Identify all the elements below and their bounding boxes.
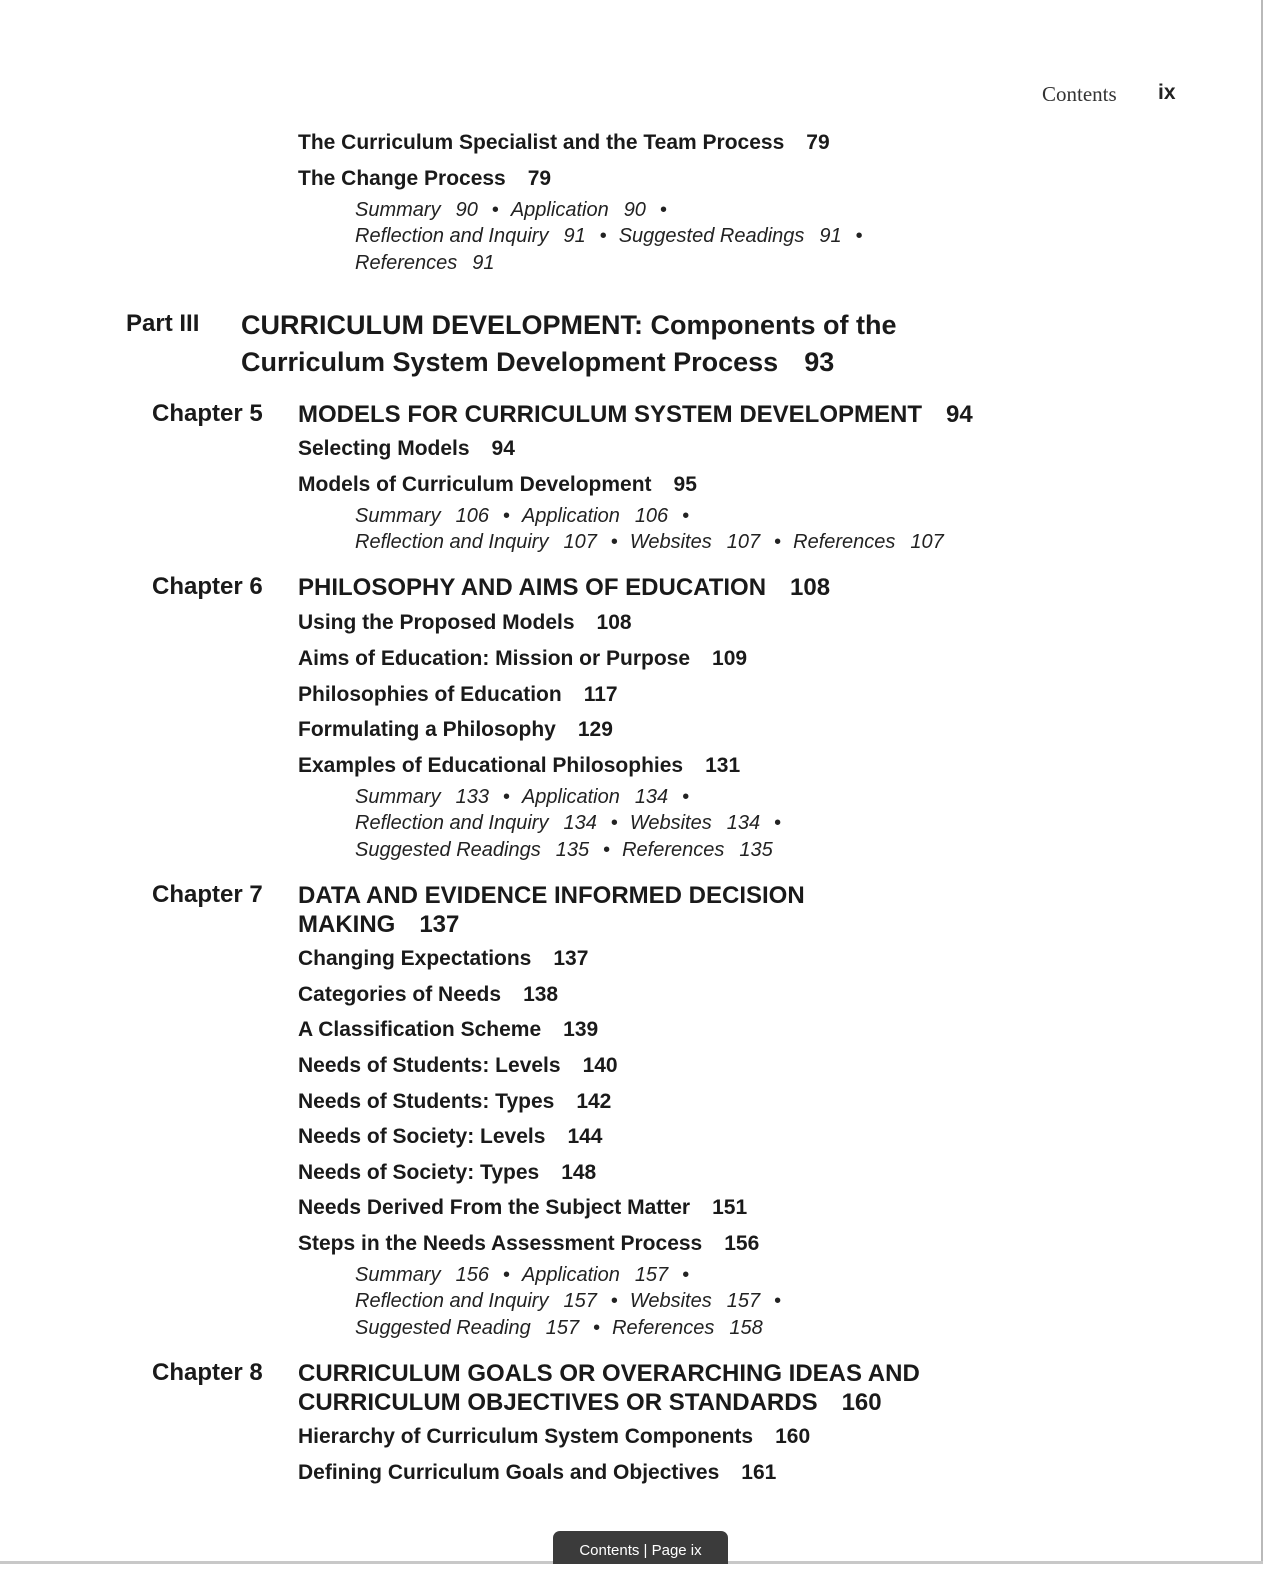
toc-entry-page: 148: [561, 1161, 597, 1184]
toc-subentries-line: Reflection and Inquiry 134 • Websites 134 •: [355, 812, 782, 834]
toc-entry-page: 94: [491, 437, 515, 460]
toc-entry-page: 161: [741, 1461, 777, 1484]
toc-entry-title: Formulating a Philosophy: [298, 718, 556, 741]
toc-entry-title: The Curriculum Specialist and the Team Process: [298, 131, 785, 154]
toc-entry[interactable]: [298, 1125, 602, 1149]
toc-entry[interactable]: [298, 473, 697, 497]
toc-subentries-line: References 91: [355, 252, 495, 274]
toc-entry[interactable]: [298, 167, 551, 191]
toc-entry-page: 79: [527, 167, 552, 190]
toc-subentries-line: Reflection and Inquiry 107 • Websites 107 • References 107: [355, 531, 944, 553]
toc-entry-title: Selecting Models: [298, 437, 470, 460]
part-page: 93: [804, 347, 835, 377]
chapter-label: Chapter 6: [152, 573, 263, 600]
toc-entry-title: Philosophies of Education: [298, 683, 562, 706]
toc-entry[interactable]: [298, 983, 558, 1007]
toc-entry[interactable]: [298, 611, 632, 635]
page-indicator: Contents | Page ix: [553, 1531, 728, 1564]
toc-entry-title: Using the Proposed Models: [298, 611, 575, 634]
toc-entry[interactable]: [298, 1196, 747, 1220]
toc-entry[interactable]: [298, 1461, 776, 1485]
toc-entry-page: 142: [576, 1090, 612, 1113]
toc-entry-title: The Change Process: [298, 167, 506, 190]
toc-entry-title: Aims of Education: Mission or Purpose: [298, 647, 691, 670]
running-header-title: Contents: [1042, 82, 1117, 106]
toc-subentries-line: Suggested Reading 157 • References 158: [355, 1317, 763, 1339]
part-title[interactable]: CURRICULUM DEVELOPMENT: Components of the Curriculum System Development Process 93: [241, 310, 897, 377]
chapter-label: Chapter 7: [152, 881, 263, 908]
toc-entry[interactable]: [298, 1054, 618, 1078]
chapter-label: Chapter 8: [152, 1359, 263, 1386]
toc-entry-title: Examples of Educational Philosophies: [298, 754, 684, 777]
chapter-page: 94: [946, 401, 973, 428]
toc-subentries-line: Summary 156 • Application 157 •: [355, 1264, 690, 1286]
toc-subentries-line: Suggested Readings 135 • References 135: [355, 839, 773, 861]
chapter-page: 108: [790, 574, 831, 601]
toc-entry-page: 137: [553, 947, 589, 970]
toc-entry-page: 108: [596, 611, 632, 634]
toc-entry-title: Needs Derived From the Subject Matter: [298, 1196, 691, 1219]
toc-entry-title: Changing Expectations: [298, 947, 532, 970]
toc-entry[interactable]: [298, 437, 515, 461]
running-header: [1042, 81, 1176, 107]
toc-subentries-line: Reflection and Inquiry 91 • Suggested Readings 91 •: [355, 225, 863, 247]
toc-subentries-line: Summary 106 • Application 106 •: [355, 505, 690, 527]
toc-entry-title: Categories of Needs: [298, 983, 502, 1006]
toc-entry[interactable]: [298, 647, 747, 671]
toc-entry-page: 117: [583, 683, 618, 706]
toc-entry-title: Needs of Students: Types: [298, 1090, 555, 1113]
toc-entry[interactable]: [298, 754, 740, 778]
toc-entry[interactable]: [298, 1090, 611, 1114]
toc-entry-title: Needs of Society: Levels: [298, 1125, 546, 1148]
toc-entry[interactable]: [298, 1018, 598, 1042]
toc-entry-title: A Classification Scheme: [298, 1018, 542, 1041]
toc-entry-page: 95: [673, 473, 697, 496]
toc-entry[interactable]: [298, 1232, 759, 1256]
toc-entry-page: 109: [712, 647, 748, 670]
toc-subentries-line: Reflection and Inquiry 157 • Websites 157 •: [355, 1290, 782, 1312]
toc-entry-title: Defining Curriculum Goals and Objectives: [298, 1461, 720, 1484]
chapter-page: 160: [841, 1389, 882, 1416]
chapter-title[interactable]: PHILOSOPHY AND AIMS OF EDUCATION 108: [298, 574, 831, 601]
toc-entry-title: Needs of Students: Levels: [298, 1054, 561, 1077]
toc-entry-page: 131: [705, 754, 741, 777]
chapter-title[interactable]: MODELS FOR CURRICULUM SYSTEM DEVELOPMENT 94: [298, 401, 973, 428]
toc-entry-title: Steps in the Needs Assessment Process: [298, 1232, 703, 1255]
toc-entry[interactable]: [298, 947, 588, 971]
toc-entry-page: 144: [567, 1125, 603, 1148]
part-label: Part III: [126, 310, 200, 337]
toc-entry-page: 129: [577, 718, 613, 741]
toc-entry[interactable]: [298, 1425, 810, 1449]
toc-subentries-line: Summary 90 • Application 90 •: [355, 199, 667, 221]
toc-entry[interactable]: [298, 131, 830, 155]
toc-entry-page: 156: [724, 1232, 760, 1255]
chapter-label: Chapter 5: [152, 400, 263, 427]
toc-entry[interactable]: [298, 718, 613, 742]
chapter-page: 137: [419, 911, 460, 938]
toc-entry-page: 140: [582, 1054, 618, 1077]
running-header-page: ix: [1158, 81, 1176, 104]
toc-entry-page: 151: [712, 1196, 748, 1219]
toc-entry[interactable]: [298, 1161, 596, 1185]
toc-entry-title: Needs of Society: Types: [298, 1161, 540, 1184]
toc-entry-page: 160: [775, 1425, 811, 1448]
chapter-title[interactable]: DATA AND EVIDENCE INFORMED DECISION MAKING 137: [298, 882, 805, 938]
toc-entry[interactable]: [298, 683, 618, 707]
toc-entry-title: Models of Curriculum Development: [298, 473, 652, 496]
toc-entry-page: 79: [806, 131, 830, 154]
toc-entry-title: Hierarchy of Curriculum System Components: [298, 1425, 754, 1448]
chapter-title[interactable]: CURRICULUM GOALS OR OVERARCHING IDEAS AND CURRICULUM OBJECTIVES OR STANDARDS 160: [298, 1360, 920, 1416]
toc-subentries-line: Summary 133 • Application 134 •: [355, 786, 690, 808]
toc-entry-page: 138: [523, 983, 559, 1006]
toc-entry-page: 139: [563, 1018, 599, 1041]
